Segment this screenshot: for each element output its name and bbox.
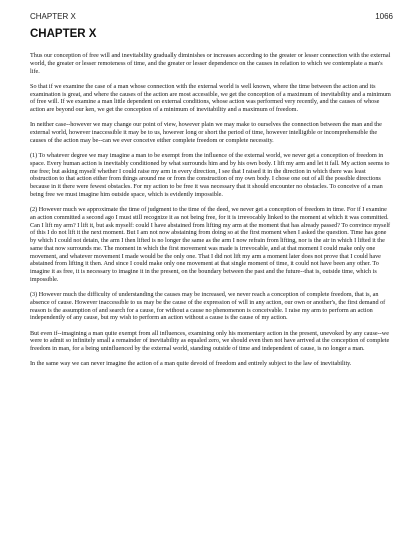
paragraph: So that if we examine the case of a man whose connection with the external world is well known, where the time between the action and its examination is great, and where the causes of the action are most accessible, we get the conception of a maximum of inevitability and a minimum of free will. If we examine a man little dependent on external conditions, whose action was performed very recently, and the causes of whose action are beyond our ken, we get the conception of a minimum of inevitability and a maximum of freedom. xyxy=(30,82,391,113)
running-header xyxy=(30,12,393,22)
paragraph: (2) However much we approximate the time of judgment to the time of the deed, we never get a conception of freedom in time. For if I examine an action committed a second ago I must still recognize it as not being free, for it is irrevocably linked to the moment at which it was committed. Can I lift my arm? I lift it, but ask myself: could I have abstained from lifting my arm at the moment that has already passed? To convince myself of this I do not lift it the next moment. But I am not now abstaining from doing so at the first moment when I asked the question. Time has gone by which I could not detain, the arm I then lifted is no longer the same as the arm I now refrain from lifting, nor is the air in which I lifted it the same that now surrounds me. The moment in which the first movement was made is irrevocable, and at that moment I could make only one movement, and whatever movement I made would be the only one. That I did not lift my arm a moment later does not prove that I could have abstained from lifting it then. And since I could make only one movement at that single moment of time, it could not have been any other. To imagine it as free, it is necessary to imagine it in the present, on the boundary between the past and the future--that is, outside time, which is impossible. xyxy=(30,206,391,283)
running-header-chapter: CHAPTER X xyxy=(30,12,76,21)
paragraph: In neither case--however we may change our point of view, however plain we may make to ourselves the connection between the man and the external world, however inaccessible it may be to us, however long or short the period of time, however intelligible or incomprehensible the causes of the action may be--can we ever conceive either complete freedom or complete necessity. xyxy=(30,121,382,144)
document-page xyxy=(30,12,393,376)
page-number: 1066 xyxy=(375,12,393,21)
paragraph: But even if--imagining a man quite exempt from all influences, examining only his momentary action in the present, unevoked by any cause--we were to admit so infinitely small a remainder of inevitability as equaled zero, we should even then not have arrived at the conception of complete freedom in man, for a being uninfluenced by the external world, standing outside of time and independent of cause, is no longer a man. xyxy=(30,329,390,352)
paragraph: Thus our conception of free will and inevitability gradually diminishes or increases according to the greater or lesser connection with the external world, the greater or lesser remoteness of time, and the greater or lesser dependence on the causes in relation to which we contemplate a man's life. xyxy=(30,52,391,75)
paragraph: (1) To whatever degree we may imagine a man to be exempt from the influence of the external world, we never get a conception of freedom in space. Every human action is inevitably conditioned by what surrounds him and by his own body. I lift my arm and let it fall. My action seems to me free; but asking myself whether I could raise my arm in every direction, I see that I raised it in the direction in which there was least obstruction to that action either from things around me or from the construction of my own body. I chose one out of all the possible directions because in it there were fewest obstacles. For my action to be free it was necessary that it should encounter no obstacles. To conceive of a man being free we must imagine him outside space, which is evidently impossible. xyxy=(30,152,390,198)
chapter-title: CHAPTER X xyxy=(30,28,97,40)
paragraph: In the same way we can never imagine the action of a man quite devoid of freedom and entirely subject to the law of inevitability. xyxy=(30,360,352,368)
paragraph: (3) However much the difficulty of understanding the causes may be increased, we never reach a conception of complete freedom, that is, an absence of cause. However inaccessible to us may be the cause of the expression of will in any action, our own or another's, the first demand of reason is the assumption of and search for a cause, for without a cause no phenomenon is conceivable. I raise my arm to perform an action independently of any cause, but my wish to perform an action without a cause is the cause of my action. xyxy=(30,291,386,322)
